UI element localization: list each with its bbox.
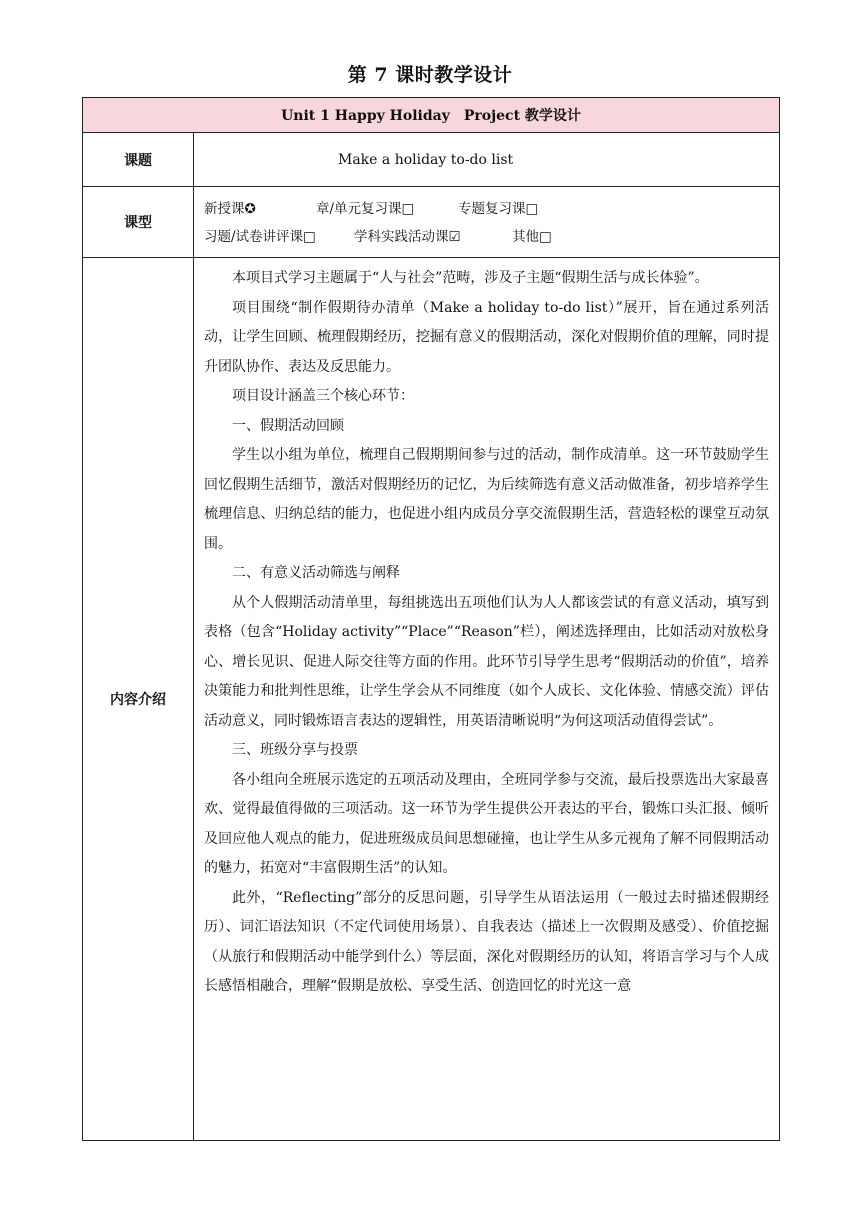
lesson-type-options-row-2 [204, 221, 779, 249]
document-title: 第 7 课时教学设计 [347, 64, 513, 86]
lesson-type-options [194, 187, 780, 258]
content-label: 内容介绍 [83, 258, 194, 1141]
table-header: Unit 1 Happy Holiday Project 教学设计 [83, 98, 780, 133]
type-option-topic-review: 专题复习课□ [458, 201, 539, 217]
content-paragraph: 学生以小组为单位，梳理自己假期期间参与过的活动，制作成清单。这一环节鼓励学生回忆假期生活细节，激活对假期经历的记忆，为后续筛选有意义活动做准备，初步培养学生梳理信息、归纳总结的能力，也促进小组内成员分享交流假期生活，营造轻松的课堂互动氛围。 [204, 447, 770, 552]
lesson-type-options-row-1 [204, 193, 779, 221]
content-paragraph: 项目围绕“制作假期待办清单（Make a holiday to-do list）”展开，旨在通过系列活动，让学生回顾、梳理假期经历，挖掘有意义的假期活动，深化对假期价值的理解，同时提升团队协作、表达及反思能力。 [204, 299, 770, 375]
topic-label: 课题 [83, 133, 194, 187]
type-option-practice-activity: 学科实践活动课☑ [354, 229, 461, 245]
section-heading: 二、有意义活动筛选与阐释 [232, 565, 400, 581]
content-paragraph: 此外，“Reflecting”部分的反思问题，引导学生从语法运用（一般过去时描述假期经历）、词汇语法知识（不定代词使用场景）、自我表达（描述上一次假期及感受）、价值挖掘（从旅行和假期活动中能学到什么）等层面，深化对假期经历的认知，将语言学习与个人成长感悟相融合，理解“假期是放松、享受生活、创造回忆的时光这一意 [204, 889, 770, 994]
section-heading: 一、假期活动回顾 [232, 417, 344, 434]
type-option-new-lesson: 新授课✪ [204, 201, 256, 217]
type-option-other: 其他□ [512, 229, 552, 245]
topic-value: Make a holiday to-do list [194, 133, 780, 187]
topic-row [83, 133, 780, 187]
content-paragraph: 从个人假期活动清单里，每组挑选出五项他们认为人人都该尝试的有意义活动，填写到表格（包含“Holiday activity”“Place”“Reason”栏），阐述选择理由，比如活动对放松身心、增长见识、促进人际交往等方面的作用。此环节引导学生思考“假期活动的价值”，培养决策能力和批判性思维，让学生学会从不同维度（如个人成长、文化体验、情感交流）评估活动意义，同时锻炼语言表达的逻辑性，用英语清晰说明“为何这项活动值得尝试”。 [204, 594, 770, 729]
content-row [83, 258, 780, 1141]
lesson-type-row [83, 187, 780, 258]
lesson-plan-table [82, 97, 780, 1141]
type-option-exercise-review: 习题/试卷讲评课□ [204, 229, 316, 245]
content-paragraph: 各小组向全班展示选定的五项活动及理由，全班同学参与交流，最后投票选出大家最喜欢、觉得最值得做的三项活动。这一环节为学生提供公开表达的平台，锻炼口头汇报、倾听及回应他人观点的能力，促进班级成员间思想碰撞，也让学生从多元视角了解不同假期活动的魅力，拓宽对“丰富假期生活”的认知。 [204, 771, 770, 876]
table-header-row [83, 98, 780, 133]
content-paragraph: 本项目式学习主题属于“人与社会”范畴，涉及子主题“假期生活与成长体验”。 [232, 270, 709, 286]
content-paragraph: 项目设计涵盖三个核心环节： [232, 388, 414, 404]
content-introduction [194, 258, 780, 1141]
section-heading: 三、班级分享与投票 [232, 742, 358, 758]
lesson-type-label: 课型 [83, 187, 194, 258]
type-option-unit-review: 章/单元复习课□ [316, 201, 415, 217]
